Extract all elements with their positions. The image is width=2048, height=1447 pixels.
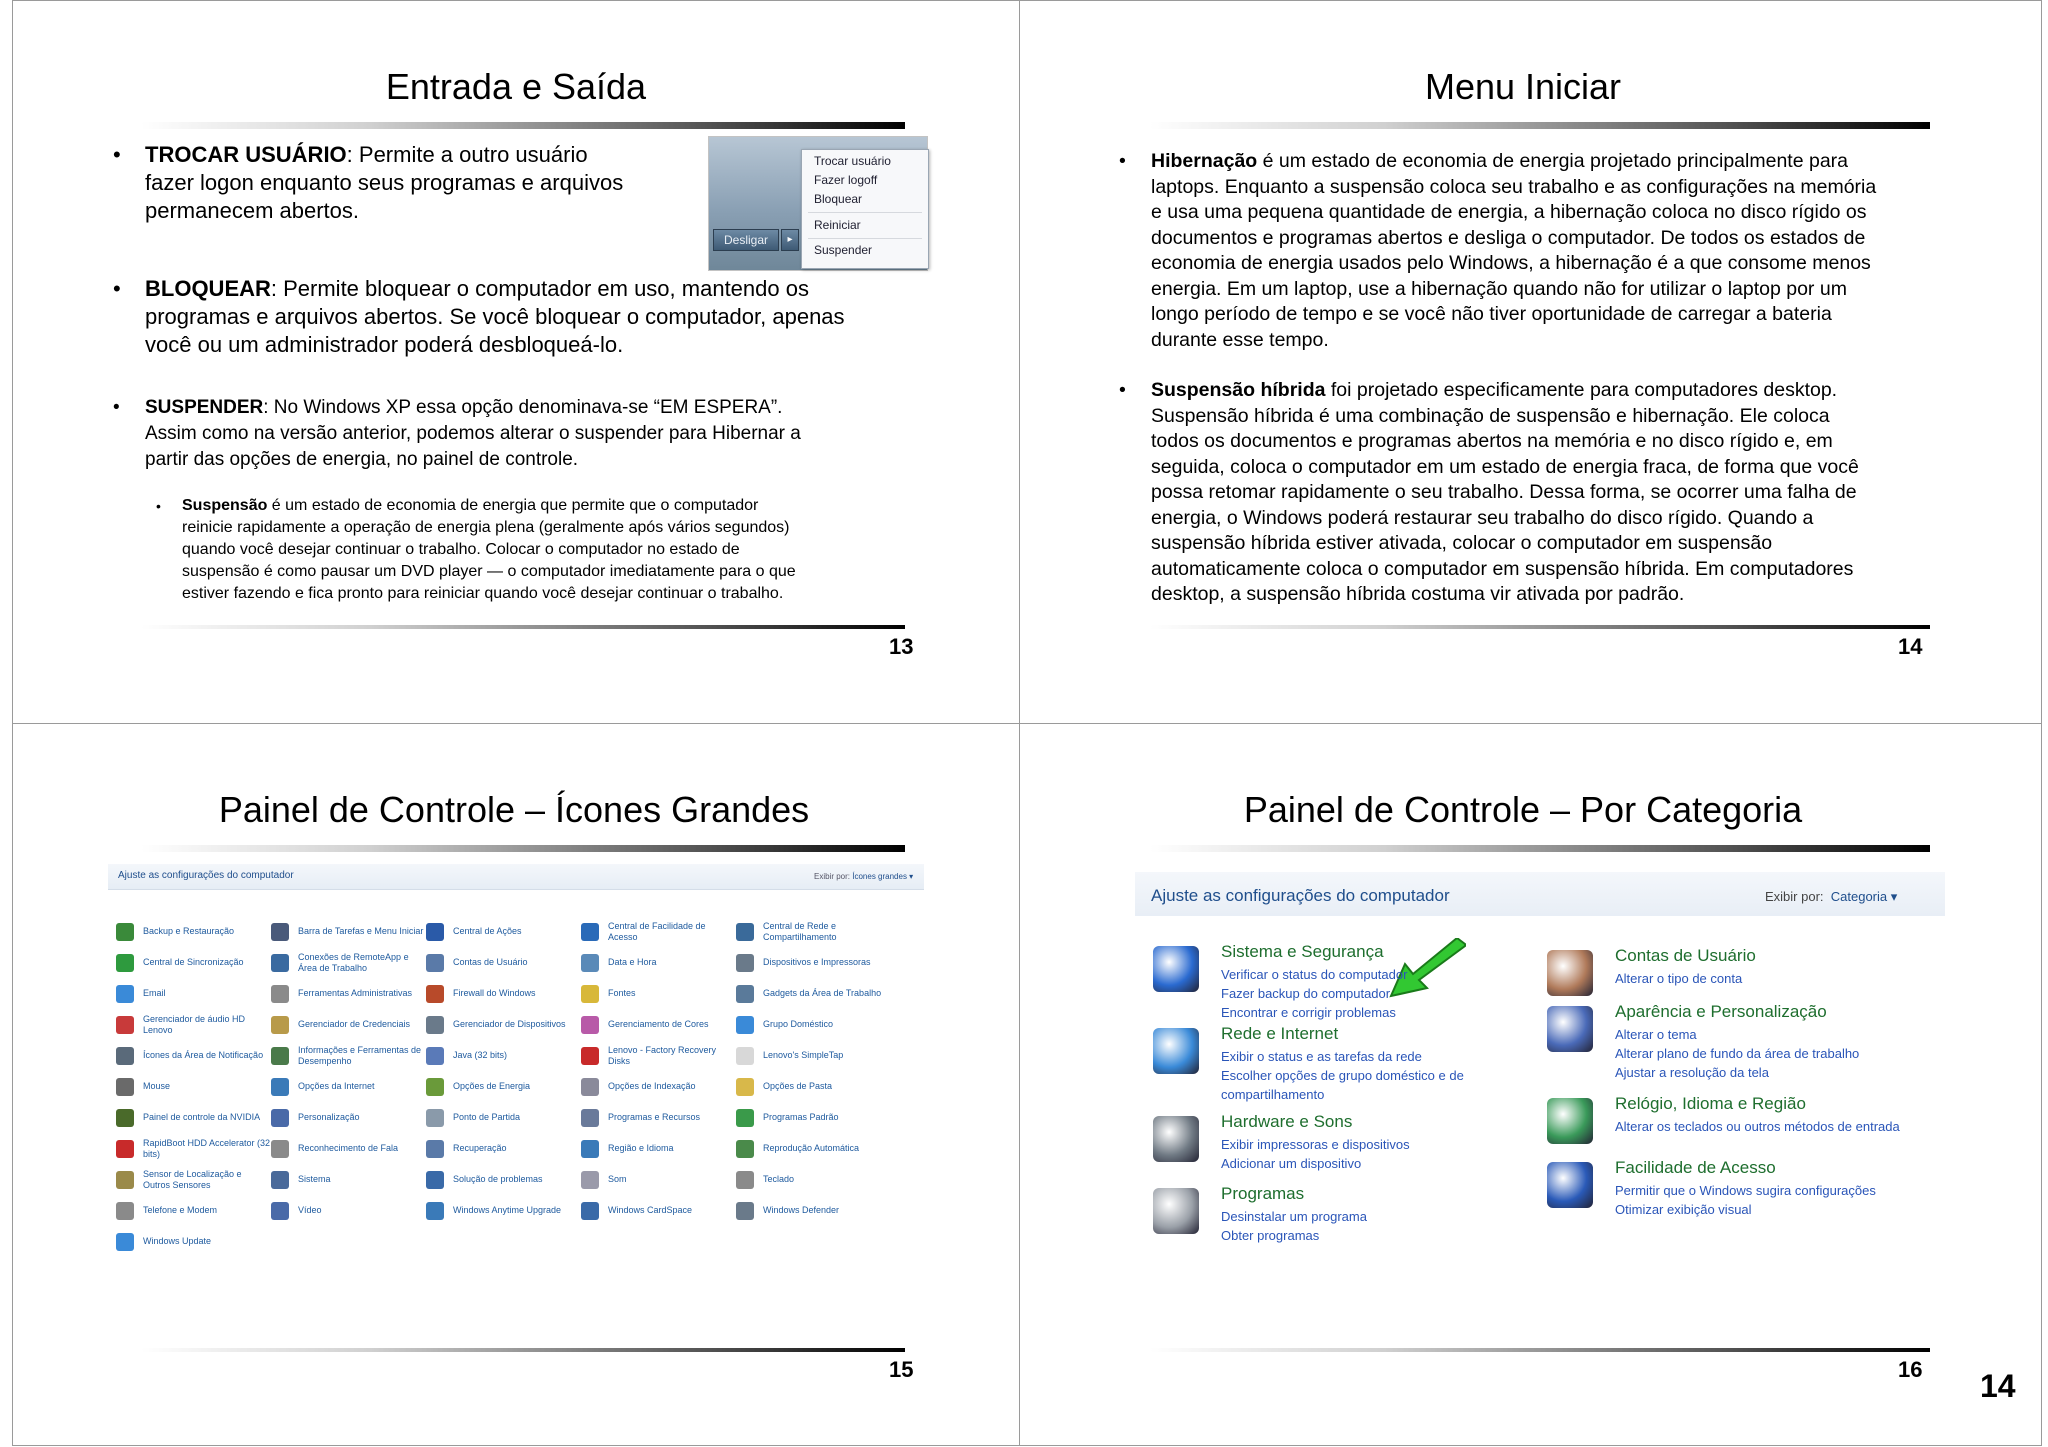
control-panel-item[interactable] — [426, 1071, 581, 1102]
control-panel-item-label: Gerenciador de Dispositivos — [453, 1019, 566, 1029]
footer-rule — [1150, 625, 1930, 629]
control-panel-item-icon — [581, 954, 599, 972]
control-panel-item-label: Conexões de RemoteApp e Área de Trabalho — [298, 951, 409, 973]
control-panel-item-label: Central de Ações — [453, 926, 522, 936]
control-panel-item-label: Contas de Usuário — [453, 957, 528, 967]
menu-separator — [808, 238, 922, 239]
bullet-text: : Permite bloquear o computador em uso, mantendo os — [270, 276, 809, 301]
control-panel-item[interactable] — [581, 1133, 736, 1164]
control-panel-item[interactable] — [116, 1226, 271, 1257]
title-rule — [141, 845, 905, 852]
category-task-link[interactable]: Encontrar e corrigir problemas — [1221, 1005, 1396, 1020]
control-panel-item[interactable] — [736, 1040, 891, 1071]
control-panel-item-icon — [736, 985, 754, 1003]
control-panel-item-icon — [116, 954, 134, 972]
category-name-link[interactable]: Aparência e Personalização — [1615, 1002, 1827, 1021]
menu-item-bloquear[interactable]: Bloquear — [814, 192, 863, 206]
control-panel-item[interactable] — [116, 1040, 271, 1071]
category-task-link[interactable]: Ajustar a resolução da tela — [1615, 1065, 1769, 1080]
control-panel-item[interactable] — [116, 1133, 271, 1164]
bullet-line — [1151, 455, 1971, 481]
control-panel-item-label: Som — [608, 1174, 627, 1184]
control-panel-item-icon — [271, 1016, 289, 1034]
control-panel-item[interactable] — [736, 978, 891, 1009]
control-panel-item[interactable] — [736, 1102, 891, 1133]
category-icon — [1547, 1098, 1593, 1144]
control-panel-item-icon — [581, 1109, 599, 1127]
control-panel-item[interactable] — [581, 1164, 736, 1195]
category-icon — [1153, 1188, 1199, 1234]
bullet-head: Suspensão — [182, 497, 268, 514]
control-panel-item-label: Java (32 bits) — [453, 1050, 508, 1060]
bullet-text: estiver fazendo e fica pronto para reiniciar quando você desejar continuar o trabalho. — [182, 585, 784, 602]
bullet-text: permanecem abertos. — [145, 198, 359, 223]
control-panel-item-label: Programas e Recursos — [608, 1112, 701, 1122]
control-panel-item[interactable] — [426, 1164, 581, 1195]
control-panel-item[interactable] — [271, 1040, 426, 1071]
view-by-selector[interactable] — [814, 872, 913, 881]
slide-13 — [13, 1, 1019, 723]
bullet-text: durante esse tempo. — [1151, 328, 1329, 351]
page-number: 14 — [1898, 634, 1923, 659]
control-panel-item-icon — [271, 1202, 289, 1220]
control-panel-item-icon — [581, 985, 599, 1003]
control-panel-item[interactable] — [271, 1102, 426, 1133]
control-panel-large-icons-screenshot — [108, 864, 924, 1284]
control-panel-item-icon — [426, 1109, 444, 1127]
bullet-text: Suspensão híbrida é uma combinação de suspensão e hibernação. Ele coloca — [1151, 404, 1830, 427]
control-panel-item-icon — [116, 985, 134, 1003]
control-panel-item-icon — [116, 1078, 134, 1096]
bullet-dot: • — [113, 397, 120, 418]
control-panel-items-grid — [116, 916, 916, 1257]
category-task-link[interactable]: compartilhamento — [1221, 1087, 1325, 1102]
control-panel-item-icon — [736, 1140, 754, 1158]
control-panel-item[interactable] — [116, 1009, 271, 1040]
control-panel-item-label: Windows Anytime Upgrade — [453, 1205, 562, 1215]
control-panel-title: Ajuste as configurações do computador — [118, 870, 294, 881]
bullet-hibernacao — [1119, 149, 1971, 353]
bullet-text: todos os documentos e programas abertos na memória e no disco rígido e, em — [1151, 430, 1833, 452]
control-panel-item-icon — [426, 923, 444, 941]
control-panel-title: Ajuste as configurações do computador — [1151, 886, 1450, 905]
footer-rule — [1150, 1348, 1930, 1352]
control-panel-item-label: Ícones da Área de Notificação — [143, 1050, 264, 1060]
bullet-text: quando você desejar continuar o trabalho. Colocar o computador no estado de — [182, 541, 740, 558]
control-panel-item-label: Grupo Doméstico — [763, 1019, 834, 1029]
bullet-dot: • — [113, 142, 121, 167]
control-panel-item-icon — [426, 985, 444, 1003]
bullet-line — [1151, 226, 1971, 252]
bullet-line — [1151, 175, 1971, 201]
bullet-head: SUSPENDER — [145, 397, 264, 418]
bullet-text: reinicie rapidamente a operação de energia plena (geralmente após vários segundos) — [182, 519, 790, 536]
bullet-text: partir das opções de energia, no painel de controle. — [145, 449, 579, 470]
control-panel-item-label: Windows Update — [143, 1236, 212, 1246]
category-task-link[interactable]: Adicionar um dispositivo — [1221, 1156, 1362, 1171]
control-panel-item-icon — [736, 1202, 754, 1220]
control-panel-item[interactable] — [581, 1195, 736, 1226]
category-task-link[interactable]: Verificar o status do computador — [1221, 967, 1408, 982]
control-panel-item-icon — [581, 1016, 599, 1034]
bullet-text: energia, o Windows poderá restaurar seu trabalho do disco rígido. Quando a — [1151, 506, 1814, 529]
control-panel-item[interactable] — [736, 1164, 891, 1195]
page-number: 16 — [1898, 1357, 1923, 1382]
bullet-text: é um estado de economia de energia que permite que o computador — [267, 497, 759, 514]
control-panel-item[interactable] — [116, 978, 271, 1009]
footer-rule — [141, 625, 905, 629]
control-panel-item-label: Lenovo's SimpleTap — [763, 1050, 844, 1060]
bullet-text: automaticamente coloca o computador em suspensão híbrida. Em computadores — [1151, 557, 1854, 580]
category-task-link[interactable]: Exibir o status e as tarefas da rede — [1221, 1049, 1422, 1064]
bullet-text: desktop, a suspensão híbrida costuma vir ativada por padrão. — [1151, 583, 1685, 605]
control-panel-item-label: Data e Hora — [608, 957, 657, 967]
bullet-text: foi projetado especificamente para computadores desktop. — [1325, 379, 1838, 401]
control-panel-item-icon — [426, 1047, 444, 1065]
bullet-line — [1151, 149, 1971, 175]
control-panel-item-icon — [116, 923, 134, 941]
slide-15 — [13, 724, 1019, 1446]
bullet-dot: • — [1119, 379, 1126, 401]
power-options-menu — [801, 149, 929, 269]
control-panel-item-icon — [271, 1140, 289, 1158]
bullet-body — [1151, 149, 1971, 353]
control-panel-item[interactable] — [426, 1040, 581, 1071]
control-panel-item-label: Gerenciador de Credenciais — [298, 1019, 411, 1029]
bullet-bloquear — [113, 275, 925, 359]
control-panel-item-label: Solução de problemas — [453, 1174, 543, 1184]
control-panel-item-label: Backup e Restauração — [143, 926, 235, 936]
category-task-link[interactable]: Otimizar exibição visual — [1615, 1202, 1752, 1217]
control-panel-item-label: Central de Rede e Compartilhamento — [763, 920, 837, 942]
control-panel-item[interactable] — [426, 978, 581, 1009]
control-panel-item[interactable] — [426, 1133, 581, 1164]
bullet-line — [1151, 506, 1971, 532]
category-icon — [1153, 946, 1199, 992]
bullet-dot: • — [156, 498, 161, 514]
bullet-text: : Permite a outro usuário — [346, 142, 588, 167]
control-panel-item-icon — [271, 1078, 289, 1096]
control-panel-item-icon — [581, 1078, 599, 1096]
bullet-line — [1151, 582, 1971, 608]
bullet-trocar-usuario — [113, 141, 705, 225]
bullet-line — [1151, 429, 1971, 455]
control-panel-item-icon — [736, 1109, 754, 1127]
category-task-link[interactable]: Permitir que o Windows sugira configurações — [1615, 1183, 1876, 1198]
slide-title: Entrada e Saída — [385, 66, 647, 107]
title-rule — [1150, 845, 1930, 852]
control-panel-item-label: Windows Defender — [763, 1205, 840, 1215]
control-panel-item-icon — [271, 1047, 289, 1065]
control-panel-item[interactable] — [116, 947, 271, 978]
category-icon — [1547, 1006, 1593, 1052]
bullet-line — [1151, 531, 1971, 557]
control-panel-item[interactable] — [426, 1009, 581, 1040]
control-panel-item-icon — [116, 1202, 134, 1220]
control-panel-item-icon — [736, 1078, 754, 1096]
category-name-link[interactable]: Programas — [1221, 1184, 1305, 1203]
control-panel-item-icon — [271, 985, 289, 1003]
control-panel-item-icon — [736, 954, 754, 972]
control-panel-item-label: Recuperação — [453, 1143, 507, 1153]
bullet-text: suspensão híbrida estiver ativada, colocar o computador em suspensão — [1151, 532, 1773, 554]
category-task-link[interactable]: Exibir impressoras e dispositivos — [1221, 1137, 1410, 1152]
control-panel-item-icon — [581, 1202, 599, 1220]
control-panel-item-label: Vídeo — [298, 1205, 322, 1215]
bullet-text: : No Windows XP essa opção denominava-se “EM ESPERA”. — [263, 397, 783, 418]
title-rule — [1150, 122, 1930, 129]
category-name-link[interactable]: Hardware e Sons — [1221, 1112, 1353, 1131]
control-panel-item[interactable] — [736, 1133, 891, 1164]
control-panel-item-icon — [116, 1233, 134, 1251]
control-panel-item[interactable] — [271, 1133, 426, 1164]
control-panel-item-label: Gerenciamento de Cores — [608, 1019, 709, 1029]
control-panel-item-icon — [426, 1171, 444, 1189]
bullet-text: laptops. Enquanto a suspensão coloca seu trabalho e as configurações na memória — [1151, 175, 1877, 198]
bullet-dot: • — [1119, 150, 1126, 172]
control-panel-item[interactable] — [581, 1102, 736, 1133]
control-panel-item[interactable] — [271, 916, 426, 947]
view-value[interactable]: Ícones grandes ▾ — [852, 872, 914, 881]
control-panel-item[interactable] — [271, 1009, 426, 1040]
control-panel-item-label: Opções de Pasta — [763, 1081, 833, 1091]
bullet-text: Assim como na versão anterior, podemos alterar o suspender para Hibernar a — [145, 423, 801, 444]
control-panel-item[interactable] — [426, 1195, 581, 1226]
menu-item-trocar-usuario[interactable]: Trocar usuário — [814, 154, 891, 168]
control-panel-item[interactable] — [271, 947, 426, 978]
category-name-link[interactable]: Rede e Internet — [1221, 1024, 1339, 1043]
category-icon — [1153, 1028, 1199, 1074]
control-panel-item[interactable] — [116, 1071, 271, 1102]
control-panel-item[interactable] — [271, 978, 426, 1009]
category-name-link[interactable]: Relógio, Idioma e Região — [1615, 1094, 1806, 1113]
bullet-line — [1151, 277, 1971, 303]
menu-item-fazer-logoff[interactable]: Fazer logoff — [814, 173, 878, 187]
bullet-text: possa retomar rapidamente o seu trabalho. Dessa forma, se ocorrer uma falha de — [1151, 481, 1857, 503]
bullet-line — [1151, 251, 1971, 277]
category-task-link[interactable]: Alterar o tema — [1615, 1027, 1697, 1042]
control-panel-item[interactable] — [736, 1009, 891, 1040]
control-panel-item-label: Sistema — [298, 1174, 331, 1184]
category-task-link[interactable]: Escolher opções de grupo doméstico e de — [1221, 1068, 1464, 1083]
control-panel-item[interactable] — [426, 1102, 581, 1133]
control-panel-item-icon — [271, 1171, 289, 1189]
bullet-text: fazer logon enquanto seus programas e arquivos — [145, 170, 624, 195]
control-panel-item-label: Telefone e Modem — [143, 1205, 218, 1215]
bullet-line — [1151, 328, 1971, 354]
control-panel-category-screenshot — [1135, 872, 1945, 1292]
control-panel-item-label: Central de Facilidade de Acesso — [608, 920, 706, 942]
control-panel-item-label: Opções da Internet — [298, 1081, 375, 1091]
control-panel-item-icon — [116, 1140, 134, 1158]
control-panel-item[interactable] — [116, 1195, 271, 1226]
bullet-line — [1151, 302, 1971, 328]
control-panel-item[interactable] — [581, 1040, 736, 1071]
control-panel-header — [1135, 872, 1945, 916]
control-panel-item[interactable] — [581, 978, 736, 1009]
control-panel-item-label: Painel de controle da NVIDIA — [143, 1112, 261, 1122]
control-panel-item-icon — [116, 1016, 134, 1034]
control-panel-item-icon — [736, 1016, 754, 1034]
control-panel-item[interactable] — [271, 1071, 426, 1102]
control-panel-item-label: Gerenciador de áudio HD Lenovo — [143, 1013, 246, 1035]
control-panel-item[interactable] — [736, 947, 891, 978]
control-panel-item-label: Fontes — [608, 988, 636, 998]
category-name-link[interactable]: Sistema e Segurança — [1221, 942, 1384, 961]
bullet-suspensao-hibrida — [1119, 378, 1971, 608]
control-panel-item-label: Dispositivos e Impressoras — [763, 957, 871, 967]
control-panel-item-label: Sensor de Localização e Outros Sensores — [143, 1168, 242, 1190]
bullet-text: você ou um administrador poderá desbloqueá-lo. — [145, 332, 624, 357]
control-panel-item[interactable] — [116, 916, 271, 947]
sub-bullet-suspensao — [156, 495, 932, 605]
bullet-body — [1151, 378, 1971, 608]
category-task-link[interactable]: Obter programas — [1221, 1228, 1320, 1243]
control-panel-item-icon — [426, 1078, 444, 1096]
view-value[interactable]: Categoria ▾ — [1830, 889, 1898, 904]
category-task-link[interactable]: Alterar os teclados ou outros métodos de entrada — [1615, 1119, 1900, 1134]
control-panel-item-icon — [581, 1171, 599, 1189]
slide-16 — [1020, 724, 2026, 1446]
view-label: Exibir por: — [814, 872, 851, 881]
category-icon — [1153, 1116, 1199, 1162]
slide-14 — [1020, 1, 2026, 723]
view-label: Exibir por: — [1765, 889, 1824, 904]
control-panel-item-icon — [116, 1109, 134, 1127]
slide-title: Painel de Controle – Por Categoria — [1243, 789, 1803, 830]
control-panel-item-label: Central de Sincronização — [143, 957, 244, 967]
control-panel-item-icon — [581, 1047, 599, 1065]
bullet-suspender — [113, 395, 925, 473]
control-panel-item[interactable] — [581, 947, 736, 978]
control-panel-item-icon — [736, 1171, 754, 1189]
control-panel-item[interactable] — [426, 916, 581, 947]
control-panel-item-label: Opções de Energia — [453, 1081, 531, 1091]
control-panel-item-label: Gadgets da Área de Trabalho — [763, 988, 882, 998]
bullet-line — [1151, 557, 1971, 583]
bullet-text: energia. Em um laptop, use a hibernação quando não for utilizar o laptop por um — [1151, 277, 1847, 300]
category-task-link[interactable]: Alterar plano de fundo da área de trabalho — [1615, 1046, 1860, 1061]
control-panel-header — [108, 864, 924, 890]
footer-rule — [141, 1348, 905, 1352]
bullet-text: documentos e programas abertos e desliga o computador. De todos os estados de — [1151, 226, 1866, 249]
bullet-text: longo período de tempo e se você não tiver oportunidade de carregar a bateria — [1151, 303, 1832, 325]
shutdown-arrow-icon[interactable]: ▸ — [781, 229, 799, 251]
category-task-link[interactable]: Fazer backup do computador — [1221, 986, 1391, 1001]
control-panel-item-icon — [271, 1109, 289, 1127]
page-number: 15 — [889, 1357, 914, 1382]
title-rule — [141, 122, 905, 129]
control-panel-item-label: Barra de Tarefas e Menu Iniciar — [298, 926, 424, 936]
bullet-text: é um estado de economia de energia projetado principalmente para — [1257, 150, 1849, 172]
bullet-text: economia de energia usados pelo Windows, a hibernação é a que consome menos — [1151, 252, 1871, 274]
control-panel-item-label: Teclado — [763, 1174, 795, 1184]
category-task-link[interactable]: Alterar o tipo de conta — [1615, 971, 1743, 986]
control-panel-item-label: Informações e Ferramentas de Desempenho — [298, 1044, 422, 1066]
control-panel-item-icon — [116, 1047, 134, 1065]
bullet-line — [1151, 200, 1971, 226]
control-panel-item[interactable] — [116, 1164, 271, 1195]
slide-title: Menu Iniciar — [1424, 66, 1622, 107]
control-panel-item-label: Reconhecimento de Fala — [298, 1143, 399, 1153]
slide-title: Painel de Controle – Ícones Grandes — [218, 789, 810, 830]
bullet-text: seguida, coloca o computador em um estado de energia fraca, de forma que você — [1151, 455, 1859, 478]
menu-separator — [808, 212, 922, 213]
shutdown-button[interactable]: Desligar — [713, 229, 779, 251]
category-name-link[interactable]: Facilidade de Acesso — [1615, 1158, 1776, 1177]
control-panel-item-label: Região e Idioma — [608, 1143, 674, 1153]
control-panel-item-icon — [426, 1202, 444, 1220]
control-panel-item[interactable] — [581, 1071, 736, 1102]
page-number: 13 — [889, 634, 914, 659]
control-panel-item-label: Opções de Indexação — [608, 1081, 696, 1091]
control-panel-item[interactable] — [271, 1164, 426, 1195]
category-icon — [1547, 950, 1593, 996]
control-panel-item[interactable] — [116, 1102, 271, 1133]
control-panel-item-label: Email — [143, 988, 166, 998]
control-panel-item-label: Ponto de Partida — [453, 1112, 521, 1122]
control-panel-item[interactable] — [426, 947, 581, 978]
control-panel-item-icon — [581, 923, 599, 941]
category-icon — [1547, 1162, 1593, 1208]
sheet-number: 14 — [1980, 1368, 2016, 1404]
control-panel-item-icon — [426, 1016, 444, 1034]
bullet-head: TROCAR USUÁRIO — [145, 142, 347, 167]
control-panel-item-label: Lenovo - Factory Recovery Disks — [608, 1044, 717, 1066]
control-panel-item[interactable] — [271, 1195, 426, 1226]
bullet-head: Suspensão híbrida — [1151, 379, 1326, 401]
control-panel-item[interactable] — [736, 916, 891, 947]
bullet-head: Hibernação — [1151, 150, 1258, 172]
control-panel-item-label: Windows CardSpace — [608, 1205, 693, 1215]
control-panel-item-icon — [581, 1140, 599, 1158]
bullet-head: BLOQUEAR — [145, 276, 271, 301]
menu-item-reiniciar[interactable]: Reiniciar — [814, 218, 861, 232]
bullet-line — [1151, 404, 1971, 430]
control-panel-item-icon — [736, 923, 754, 941]
bullet-line — [1151, 378, 1971, 404]
bullet-dot: • — [113, 276, 121, 301]
control-panel-item-label: Programas Padrão — [763, 1112, 839, 1122]
control-panel-item-icon — [271, 954, 289, 972]
control-panel-item-icon — [426, 1140, 444, 1158]
bullet-text: suspensão é como pausar um DVD player — o computador imediatamente para o que — [182, 563, 796, 580]
bullet-line — [1151, 480, 1971, 506]
control-panel-item-icon — [736, 1047, 754, 1065]
control-panel-item-label: Reprodução Automática — [763, 1143, 860, 1153]
logoff-menu-screenshot — [708, 136, 928, 271]
control-panel-item-label: Firewall do Windows — [453, 988, 536, 998]
bullet-text: e usa uma pequena quantidade de energia, a hibernação coloca no disco rígido os — [1151, 201, 1867, 223]
view-by-selector[interactable] — [1765, 889, 1897, 905]
control-panel-item-icon — [116, 1171, 134, 1189]
control-panel-item[interactable] — [581, 1009, 736, 1040]
control-panel-item-icon — [271, 923, 289, 941]
control-panel-item-icon — [426, 954, 444, 972]
control-panel-item-label: Mouse — [143, 1081, 171, 1091]
control-panel-item[interactable] — [736, 1195, 891, 1226]
control-panel-item-label: RapidBoot HDD Accelerator (32 bits) — [143, 1137, 271, 1159]
control-panel-item[interactable] — [581, 916, 736, 947]
category-name-link[interactable]: Contas de Usuário — [1615, 946, 1756, 965]
menu-item-suspender[interactable]: Suspender — [814, 243, 873, 257]
category-task-link[interactable]: Desinstalar um programa — [1221, 1209, 1367, 1224]
control-panel-item[interactable] — [736, 1071, 891, 1102]
bullet-text: programas e arquivos abertos. Se você bloquear o computador, apenas — [145, 304, 845, 329]
control-panel-item-label: Personalização — [298, 1112, 360, 1122]
control-panel-item-label: Ferramentas Administrativas — [298, 988, 413, 998]
